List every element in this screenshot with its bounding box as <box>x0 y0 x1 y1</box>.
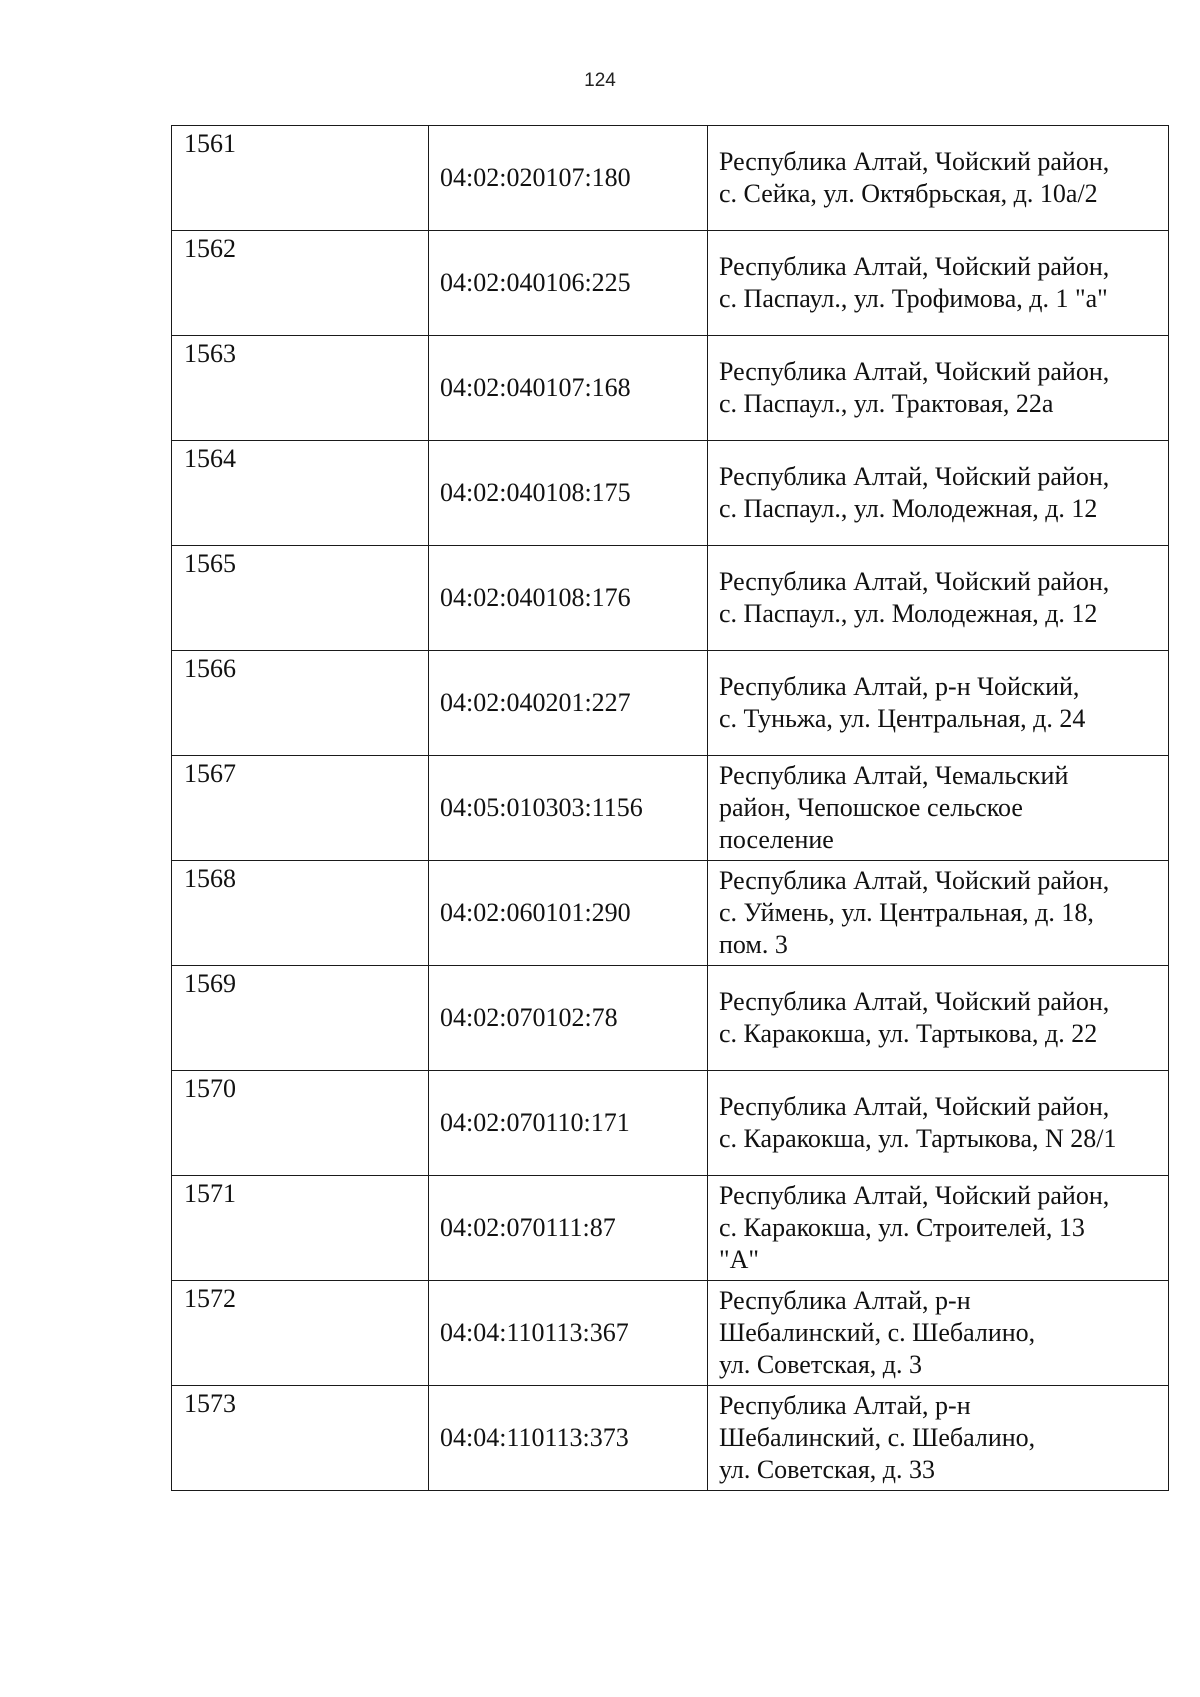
row-number-text: 1570 <box>184 1074 236 1103</box>
registry-table <box>171 125 1169 1491</box>
row-number-cell <box>172 231 429 336</box>
row-number-cell <box>172 756 429 861</box>
address-text: Республика Алтай, Чойский район, с. Сейка, ул. Октябрьская, д. 10а/2 <box>719 147 1110 208</box>
table-row <box>172 441 1169 546</box>
cadastral-number-cell <box>429 546 708 651</box>
address-cell <box>708 651 1169 756</box>
row-number-text: 1564 <box>184 444 236 473</box>
table-row <box>172 966 1169 1071</box>
row-number-text: 1562 <box>184 234 236 263</box>
row-number-text: 1568 <box>184 864 236 893</box>
cadastral-number-text: 04:02:070110:171 <box>440 1108 630 1137</box>
table-row <box>172 651 1169 756</box>
address-text: Республика Алтай, Чойский район, с. Паспаул., ул. Трофимова, д. 1 "а" <box>719 252 1110 313</box>
address-text: Республика Алтай, Чемальский район, Чепошское сельское поселение <box>719 761 1069 854</box>
row-number-cell <box>172 126 429 231</box>
address-text: Республика Алтай, р-н Чойский, с. Туньжа, ул. Центральная, д. 24 <box>719 672 1086 733</box>
row-number-cell <box>172 861 429 966</box>
cadastral-number-text: 04:02:020107:180 <box>440 163 631 192</box>
cadastral-number-text: 04:02:040106:225 <box>440 268 631 297</box>
table-row <box>172 126 1169 231</box>
cadastral-number-text: 04:04:110113:373 <box>440 1423 629 1452</box>
address-text: Республика Алтай, Чойский район, с. Паспаул., ул. Трактовая, 22а <box>719 357 1110 418</box>
cadastral-number-cell <box>429 441 708 546</box>
row-number-text: 1573 <box>184 1389 236 1418</box>
cadastral-number-text: 04:02:060101:290 <box>440 898 631 927</box>
cadastral-number-text: 04:02:070111:87 <box>440 1213 616 1242</box>
table-row <box>172 546 1169 651</box>
row-number-cell <box>172 336 429 441</box>
address-text: Республика Алтай, Чойский район, с. Уймень, ул. Центральная, д. 18, пом. 3 <box>719 866 1110 959</box>
cadastral-number-text: 04:02:040201:227 <box>440 688 631 717</box>
row-number-text: 1569 <box>184 969 236 998</box>
address-text: Республика Алтай, Чойский район, с. Паспаул., ул. Молодежная, д. 12 <box>719 567 1110 628</box>
cadastral-number-cell <box>429 126 708 231</box>
table-row <box>172 1176 1169 1281</box>
address-cell <box>708 1071 1169 1176</box>
row-number-cell <box>172 651 429 756</box>
address-text: Республика Алтай, Чойский район, с. Каракокша, ул. Тартыкова, N 28/1 <box>719 1092 1117 1153</box>
table-row <box>172 336 1169 441</box>
row-number-text: 1561 <box>184 129 236 158</box>
table-row <box>172 861 1169 966</box>
address-cell <box>708 1386 1169 1491</box>
row-number-cell <box>172 966 429 1071</box>
address-text: Республика Алтай, Чойский район, с. Паспаул., ул. Молодежная, д. 12 <box>719 462 1110 523</box>
address-cell <box>708 441 1169 546</box>
cadastral-number-cell <box>429 336 708 441</box>
address-text: Республика Алтай, р-н Шебалинский, с. Шебалино, ул. Советская, д. 33 <box>719 1391 1036 1484</box>
row-number-cell <box>172 1386 429 1491</box>
cadastral-number-text: 04:05:010303:1156 <box>440 793 643 822</box>
cadastral-number-cell <box>429 231 708 336</box>
table-row <box>172 231 1169 336</box>
cadastral-number-text: 04:02:040108:176 <box>440 583 631 612</box>
row-number-text: 1565 <box>184 549 236 578</box>
registry-table-body <box>172 126 1169 1491</box>
cadastral-number-text: 04:02:040108:175 <box>440 478 631 507</box>
cadastral-number-text: 04:02:070102:78 <box>440 1003 618 1032</box>
cadastral-number-cell <box>429 861 708 966</box>
cadastral-number-cell <box>429 1281 708 1386</box>
row-number-cell <box>172 1281 429 1386</box>
cadastral-number-cell <box>429 1386 708 1491</box>
row-number-text: 1572 <box>184 1284 236 1313</box>
address-cell <box>708 756 1169 861</box>
table-row <box>172 1071 1169 1176</box>
address-cell <box>708 126 1169 231</box>
page-number: 124 <box>584 70 616 91</box>
address-text: Республика Алтай, Чойский район, с. Каракокша, ул. Тартыкова, д. 22 <box>719 987 1110 1048</box>
address-cell <box>708 231 1169 336</box>
cadastral-number-cell <box>429 1071 708 1176</box>
address-cell <box>708 336 1169 441</box>
address-cell <box>708 1176 1169 1281</box>
table-row <box>172 1386 1169 1491</box>
cadastral-number-cell <box>429 1176 708 1281</box>
address-text: Республика Алтай, р-н Шебалинский, с. Шебалино, ул. Советская, д. 3 <box>719 1286 1036 1379</box>
address-cell <box>708 1281 1169 1386</box>
row-number-text: 1563 <box>184 339 236 368</box>
table-row <box>172 1281 1169 1386</box>
address-text: Республика Алтай, Чойский район, с. Каракокша, ул. Строителей, 13 "А" <box>719 1181 1110 1274</box>
cadastral-number-text: 04:04:110113:367 <box>440 1318 629 1347</box>
row-number-cell <box>172 546 429 651</box>
cadastral-number-cell <box>429 651 708 756</box>
row-number-cell <box>172 1176 429 1281</box>
row-number-text: 1571 <box>184 1179 236 1208</box>
table-row <box>172 756 1169 861</box>
row-number-text: 1566 <box>184 654 236 683</box>
row-number-cell <box>172 1071 429 1176</box>
row-number-text: 1567 <box>184 759 236 788</box>
address-cell <box>708 966 1169 1071</box>
cadastral-number-cell <box>429 756 708 861</box>
address-cell <box>708 861 1169 966</box>
address-cell <box>708 546 1169 651</box>
cadastral-number-text: 04:02:040107:168 <box>440 373 631 402</box>
cadastral-number-cell <box>429 966 708 1071</box>
row-number-cell <box>172 441 429 546</box>
